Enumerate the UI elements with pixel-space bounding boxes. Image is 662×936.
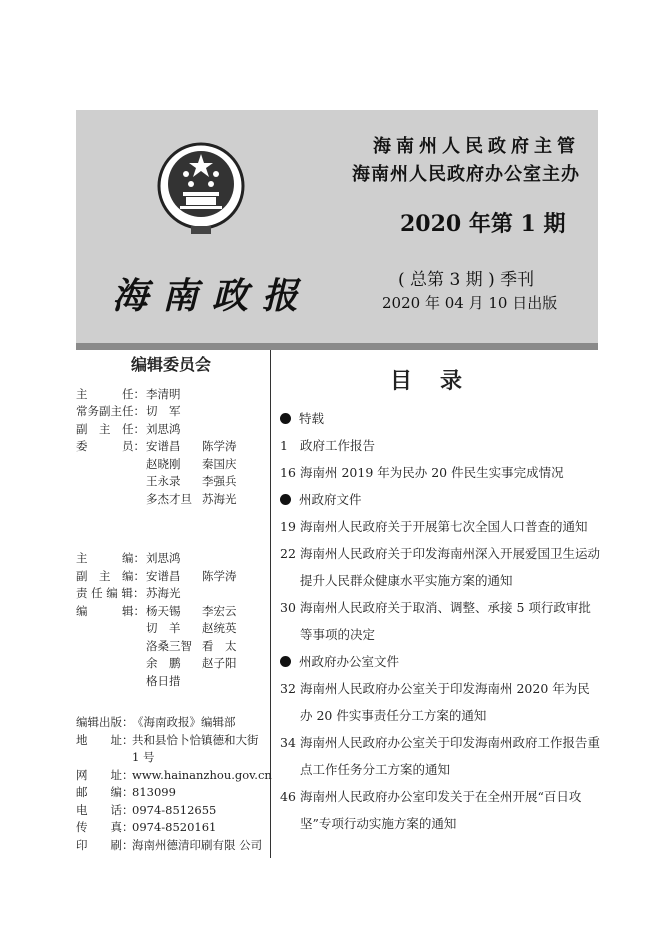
entry-title[interactable]: 海南州人民政府办公室印发关于在全州开展“百日攻坚”专项行动实施方案的通知 — [300, 789, 582, 831]
role-names — [146, 550, 266, 568]
role-label: 主 编： — [76, 551, 145, 565]
person-name: 秦国庆 — [202, 456, 237, 471]
info-row — [76, 714, 266, 732]
table-of-contents — [280, 350, 600, 837]
masthead-row — [76, 421, 266, 439]
page-number: 46 — [280, 789, 296, 804]
person-name: 赵子阳 — [202, 656, 237, 670]
committee-heading: 编辑委员会 — [130, 355, 211, 374]
role-names — [146, 386, 266, 404]
masthead-row — [76, 438, 266, 508]
info-label: 传 真： — [76, 820, 134, 834]
page-number: 19 — [280, 519, 296, 534]
masthead-row — [76, 568, 266, 586]
toc-title: 目录 — [389, 368, 490, 394]
section-name: 州政府办公室文件 — [299, 654, 400, 669]
person-name: 刘思鸿 — [146, 551, 181, 565]
publication-title: 海南政报 — [112, 275, 313, 317]
person-name: 安谱昌 — [146, 439, 181, 453]
person-name: 赵晓刚 — [146, 456, 181, 471]
section-name: 特载 — [299, 411, 325, 426]
info-row — [76, 837, 266, 855]
person-name: 安谱昌 — [146, 568, 181, 583]
entry-title[interactable]: 海南州人民政府关于取消、调整、承接 5 项行政审批等事项的决定 — [300, 600, 591, 642]
sponsor-line-1: 海南州人民政府主管 — [373, 136, 580, 157]
person-name: 洛桑三智 — [146, 638, 192, 653]
entry-title[interactable]: 海南州人民政府办公室关于印发海南州政府工作报告重点工作任务分工方案的通知 — [300, 735, 601, 777]
role-names — [146, 568, 266, 586]
person-name: 苏海光 — [202, 491, 237, 506]
info-value: www.hainanzhou.gov.cn — [132, 767, 272, 782]
sponsor-line-2: 海南州人民政府办公室主办 — [352, 164, 580, 185]
toc-section-heading — [280, 648, 600, 675]
page-number: 22 — [280, 546, 296, 561]
role-label: 副 主 任： — [76, 421, 145, 436]
toc-section-heading — [280, 486, 600, 513]
toc-entry[interactable] — [280, 540, 600, 594]
info-row — [76, 784, 266, 802]
toc-section-heading — [280, 405, 600, 432]
person-name: 苏海光 — [146, 586, 181, 600]
masthead — [76, 350, 272, 854]
section-name: 州政府文件 — [299, 492, 362, 507]
bullet-icon — [280, 494, 291, 505]
masthead-row — [76, 603, 266, 691]
info-label: 电 话： — [76, 802, 134, 817]
role-names — [146, 603, 266, 691]
person-name: 李宏云 — [202, 603, 237, 618]
toc-entry[interactable] — [280, 675, 600, 729]
info-label: 印 刷： — [76, 837, 134, 852]
role-label: 副 主 编： — [76, 568, 145, 583]
person-name: 多杰才旦 — [146, 491, 192, 506]
person-name: 李清明 — [146, 386, 181, 401]
page-number: 30 — [280, 600, 296, 615]
role-label: 责 任 编 辑： — [76, 586, 145, 600]
info-value: 0974-8520161 — [132, 820, 217, 834]
info-label: 地 址： — [76, 732, 134, 747]
entry-title[interactable]: 海南州人民政府关于开展第七次全国人口普查的通知 — [300, 519, 588, 534]
person-name: 刘思鸿 — [146, 421, 181, 436]
header-divider — [76, 343, 598, 350]
page-number: 34 — [280, 735, 296, 750]
bullet-icon — [280, 656, 291, 667]
page-number: 16 — [280, 465, 296, 480]
publish-date: 2020 年 04 月 10 日出版 — [382, 294, 558, 312]
toc-entry[interactable] — [280, 432, 600, 459]
page-number: 1 — [280, 438, 288, 453]
entry-title[interactable]: 海南州 2019 年为民办 20 件民生实事完成情况 — [300, 465, 564, 480]
bullet-icon — [280, 413, 291, 424]
toc-entry[interactable] — [280, 783, 600, 837]
role-label: 主 任： — [76, 386, 145, 401]
role-label: 常务副主任： — [76, 404, 145, 418]
info-label: 编辑出版： — [76, 715, 134, 729]
page-number: 32 — [280, 681, 296, 696]
toc-entry[interactable] — [280, 594, 600, 648]
info-label: 网 址： — [76, 767, 134, 782]
person-name: 切 军 — [146, 404, 181, 418]
info-row — [76, 732, 266, 767]
role-names — [146, 421, 266, 439]
national-emblem-icon — [156, 140, 246, 236]
person-name: 赵统英 — [202, 621, 237, 635]
person-name: 余 鹏 — [146, 656, 181, 670]
role-label: 编 辑： — [76, 603, 145, 618]
person-name: 王永录 — [146, 474, 181, 488]
info-row — [76, 819, 266, 837]
person-name: 陈学涛 — [202, 568, 237, 583]
masthead-row — [76, 386, 266, 404]
person-name: 李强兵 — [202, 474, 237, 488]
person-name: 格日措 — [146, 673, 181, 688]
info-row — [76, 802, 266, 820]
info-value: 共和县恰卜恰镇德和大街 1 号 — [132, 732, 259, 764]
toc-entry[interactable] — [280, 459, 600, 486]
total-issue: ( 总第 3 期 ) 季刊 — [398, 270, 535, 290]
info-value: 0974-8512655 — [132, 802, 217, 817]
issue-number: 2020 年第 1 期 — [400, 211, 566, 237]
info-value: 海南州德清印刷有限 公司 — [132, 837, 263, 852]
entry-title[interactable]: 海南州人民政府关于印发海南州深入开展爱国卫生运动提升人民群众健康水平实施方案的通知 — [300, 546, 601, 588]
info-label: 邮 编： — [76, 785, 134, 799]
info-value: 《海南政报》编辑部 — [132, 715, 236, 729]
person-name: 看 太 — [202, 638, 237, 653]
toc-entry[interactable] — [280, 513, 600, 540]
entry-title[interactable]: 海南州人民政府办公室关于印发海南州 2020 年为民办 20 件实事责任分工方案的通知 — [300, 681, 590, 723]
info-value: 813099 — [132, 785, 176, 799]
role-names — [146, 403, 266, 421]
masthead-row — [76, 550, 266, 568]
masthead-row — [76, 403, 266, 421]
person-name: 切 羊 — [146, 621, 181, 635]
person-name: 陈学涛 — [202, 439, 237, 453]
info-row — [76, 767, 272, 785]
role-names — [146, 438, 266, 508]
toc-entry[interactable] — [280, 729, 600, 783]
entry-title[interactable]: 政府工作报告 — [300, 438, 376, 453]
masthead-row — [76, 585, 266, 603]
role-names — [146, 585, 266, 603]
person-name: 杨天锡 — [146, 603, 181, 618]
role-label: 委 员： — [76, 439, 145, 453]
